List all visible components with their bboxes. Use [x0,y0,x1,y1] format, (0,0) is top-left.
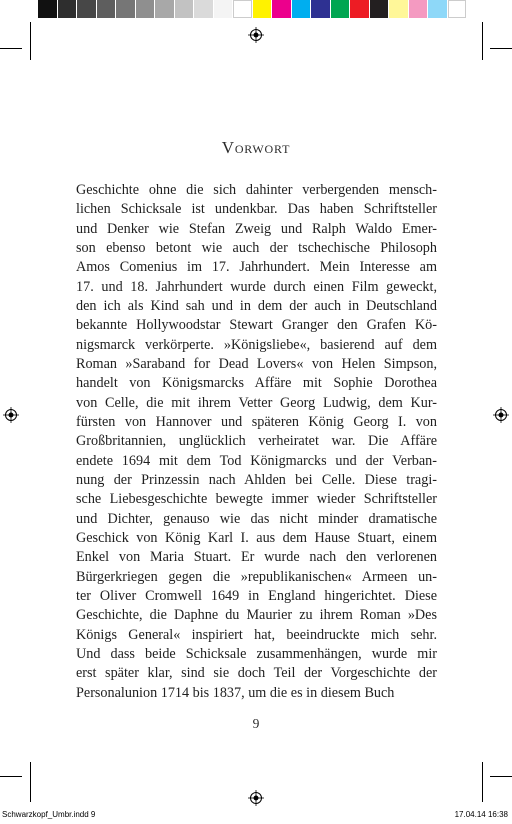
text-line: erst später klar, sind sie doch Teil der Vorgeschichte der [76,665,437,682]
text-line: Personalunion 1714 bis 1837, um die es in diesem Buch [76,684,395,701]
slug-datetime: 17.04.14 16:38 [454,810,508,819]
text-line: Geschichte ohne die sich dahinter verbergenden mensch- [76,182,437,198]
text-line: endete 1694 mit dem Tod Königmarcks und der Verban- [76,452,437,469]
text-line: 17. und 18. Jahrhundert wurde durch einen Film geweckt, [76,278,437,295]
text-line: Königs General« inspiriert hat, beeindruckte mich sehr. [76,626,437,643]
text-line: Geschick von König Karl I. aus dem Hause Stuart, einem [76,529,437,546]
text-line: lichen Schicksale ist undenkbar. Das haben Schriftsteller [76,201,437,218]
crop-mark-top-left-horizontal [0,48,22,49]
crop-mark-bottom-right-vertical [482,762,483,802]
body-text [76,181,437,703]
page-number: 9 [252,716,260,731]
crop-mark-top-right-vertical [482,22,483,60]
color-swatch [253,0,273,18]
text-line: Großbritannien, unglücklich verheiratet war. Die Affäre [76,433,437,450]
text-line: Geschichte, die Daphne du Maurier zu ihrem Roman »Des [76,607,437,624]
color-swatch [77,0,97,18]
text-line: und Denker wie Stefan Zweig und Ralph Waldo Emer- [76,220,437,237]
text-line: den ich als Kind sah und in dem der auch in Deutschland [76,297,437,314]
registration-mark-top-icon [248,27,264,43]
color-swatch [38,0,58,18]
color-swatch [272,0,292,18]
text-line: fürsten von Hannover und späteren König Georg I. von [76,413,437,430]
text-line: sche Liebesgeschichte bewegte immer wieder Schriftsteller [76,491,437,508]
text-line: son ebenso betont wie auch der tschechische Philosoph [76,239,437,256]
text-line: bekannte Hollywoodstar Stewart Granger den Grafen Kö- [76,317,437,334]
color-swatch [311,0,331,18]
color-swatch [448,0,468,18]
color-swatch [350,0,370,18]
text-line: von Celle, die mit ihrem Vetter Georg Ludwig, dem Kur- [76,394,437,411]
color-swatch [428,0,448,18]
color-swatch [331,0,351,18]
text-line: und Dichter, genauso wie das nicht minder dramatische [76,510,437,527]
crop-mark-bottom-left-vertical [30,762,31,802]
chapter-title: Vorwort [221,138,291,157]
color-swatch [175,0,195,18]
text-line: Roman »Saraband for Dead Lovers« von Helen Simpson, [76,355,437,372]
color-swatch [194,0,214,18]
crop-mark-top-right-horizontal [490,48,512,49]
color-swatch [116,0,136,18]
color-swatch [155,0,175,18]
text-line: nigsmarck verkörperte. »Königsliebe«, basierend auf dem [76,336,437,353]
crop-mark-bottom-right-horizontal [490,776,512,777]
registration-mark-right-icon [493,407,509,423]
color-swatch [58,0,78,18]
text-line: Bürgerkriegen gegen die »republikanischen« Armeen un- [76,568,437,585]
color-swatch [292,0,312,18]
slug-filename: Schwarzkopf_Umbr.indd 9 [2,810,96,819]
text-line: nung der Prinzessin nach Ahlden bei Celle. Diese tragi- [76,471,437,488]
color-control-strip [38,0,467,18]
color-swatch [370,0,390,18]
text-line: Amos Comenius im 17. Jahrhundert. Mein Interesse am [76,259,437,276]
color-swatch [409,0,429,18]
crop-mark-bottom-left-horizontal [0,776,22,777]
registration-mark-left-icon [3,407,19,423]
text-line: ter Oliver Cromwell 1649 in England hingerichtet. Diese [76,587,437,604]
crop-mark-top-left-vertical [30,22,31,60]
registration-mark-bottom-icon [248,790,264,806]
color-swatch [97,0,117,18]
color-swatch [214,0,234,18]
text-line: Und dass beide Schicksale zusammenhängen, wurde mir [76,645,437,662]
color-swatch [136,0,156,18]
text-line: Enkel von Maria Stuart. Er wurde nach den verlorenen [76,549,437,566]
color-swatch [389,0,409,18]
color-swatch [233,0,253,18]
text-line: handelt von Königsmarcks Affäre mit Sophie Dorothea [76,375,437,392]
